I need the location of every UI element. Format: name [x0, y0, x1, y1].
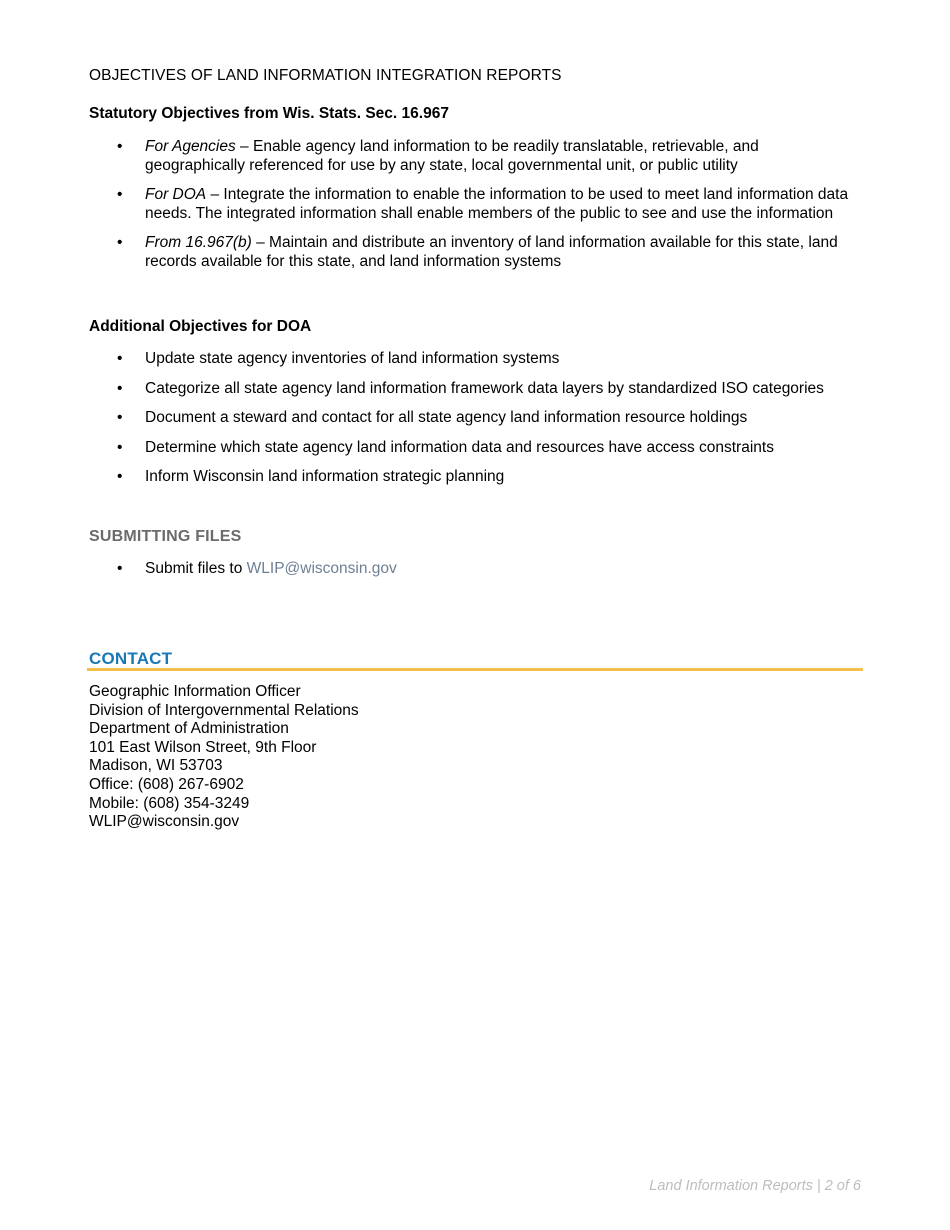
- contact-street-line: 101 East Wilson Street, 9th Floor: [89, 738, 317, 756]
- contact-heading: CONTACT: [89, 649, 173, 668]
- list-item-text: Update state agency inventories of land information systems: [145, 350, 560, 367]
- list-item-text: Categorize all state agency land information framework data layers by standardized ISO categories: [145, 379, 824, 397]
- list-item: [89, 138, 863, 175]
- additional-objectives-heading: Additional Objectives for DOA: [89, 318, 312, 335]
- list-item-text: Document a steward and contact for all state agency land information resource holdings: [145, 409, 748, 426]
- list-item-text: – Enable agency land information to be readily translatable, retrievable, and geographically referenced for use by any state, local governmental unit, or public utility: [145, 138, 759, 174]
- submitting-files-heading: SUBMITTING FILES: [89, 528, 242, 545]
- list-item: [89, 409, 863, 428]
- contact-department-line: Department of Administration: [89, 720, 289, 738]
- bullet-icon: •: [117, 560, 123, 577]
- submitting-files-list: [89, 560, 863, 579]
- list-item-text: – Integrate the information to enable the information to be used to meet land information data needs. The integrated information shall enable members of the public to see and use the information: [145, 186, 849, 222]
- additional-objectives-list: [89, 350, 863, 487]
- list-item: [89, 468, 863, 487]
- bullet-icon: •: [117, 409, 123, 426]
- submit-email-link[interactable]: WLIP@wisconsin.gov: [246, 560, 397, 577]
- bullet-icon: •: [117, 468, 123, 485]
- bullet-icon: •: [117, 186, 123, 203]
- list-item: [89, 350, 863, 369]
- contact-division-line: Division of Intergovernmental Relations: [89, 701, 359, 719]
- submit-files-text: Submit files to: [145, 560, 247, 577]
- list-item: [89, 380, 863, 399]
- bullet-icon: •: [117, 350, 123, 367]
- list-item: [89, 560, 863, 579]
- list-item-label: For Agencies: [145, 138, 236, 155]
- contact-divider: [87, 668, 863, 671]
- contact-mobile-phone: Mobile: (608) 354-3249: [89, 794, 250, 812]
- list-item-text: – Maintain and distribute an inventory of land information available for this state, land records available for this state, and land information systems: [145, 234, 838, 270]
- statutory-objectives-heading: Statutory Objectives from Wis. Stats. Sec. 16.967: [89, 105, 449, 122]
- contact-address-block: [89, 683, 359, 832]
- list-item: [89, 186, 863, 223]
- section-title: OBJECTIVES OF LAND INFORMATION INTEGRATION REPORTS: [89, 67, 562, 84]
- list-item-label: From 16.967(b): [145, 234, 252, 251]
- contact-email: WLIP@wisconsin.gov: [89, 813, 240, 831]
- list-item: [89, 439, 863, 458]
- list-item-label: For DOA: [145, 186, 207, 203]
- contact-office-phone: Office: (608) 267-6902: [89, 775, 244, 793]
- list-item: [89, 234, 863, 271]
- statutory-objectives-list: [89, 138, 863, 271]
- contact-city-line: Madison, WI 53703: [89, 757, 223, 775]
- list-item-text: Inform Wisconsin land information strategic planning: [145, 468, 505, 485]
- bullet-icon: •: [117, 234, 123, 251]
- contact-title-line: Geographic Information Officer: [89, 683, 301, 700]
- bullet-icon: •: [117, 138, 123, 155]
- bullet-icon: •: [117, 438, 123, 456]
- list-item-text: Determine which state agency land information data and resources have access constraints: [145, 438, 774, 456]
- bullet-icon: •: [117, 379, 123, 397]
- page-footer: Land Information Reports | 2 of 6: [649, 1178, 861, 1194]
